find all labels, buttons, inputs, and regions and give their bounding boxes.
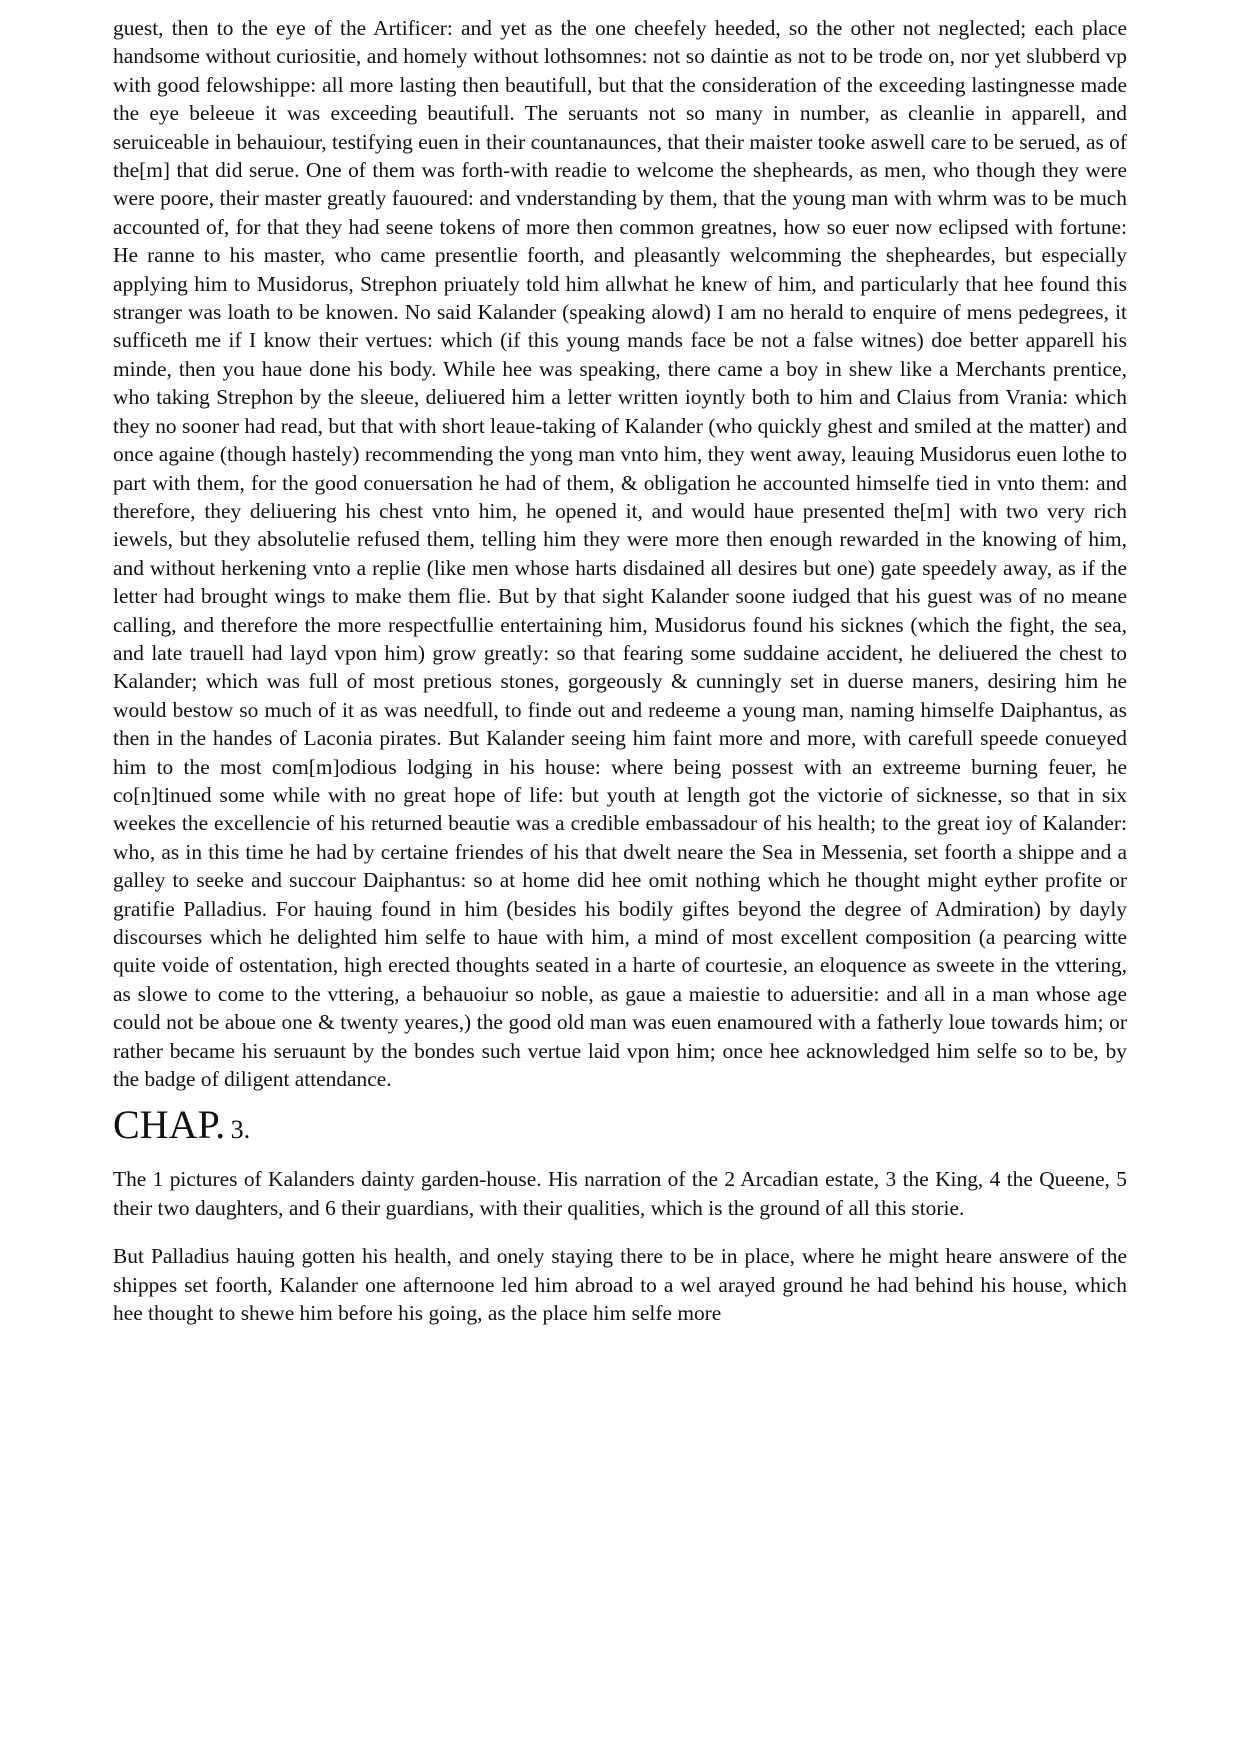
- body-paragraph: guest, then to the eye of the Artificer: and yet as the one cheefely heeded, so the other not neglected; each place handsome without curiositie, and homely without lothsomnes: not so daintie as not to be trode on, nor yet slubberd vp with good felowshippe: all more lasting then beautifull, but that the consideration of the exceeding lastingnesse made the eye beleeue it was exceeding beautifull. The seruants not so many in number, as cleanlie in apparell, and seruiceable in behauiour, testifying euen in their countanaunces, that their maister tooke aswell care to be serued, as of the[m] that did serue. One of them was forth-with readie to welcome the shepheards, as men, who though they were were poore, their master greatly fauoured: and vnderstanding by them, that the young man with whrm was to be much accounted of, for that they had seene tokens of more then common greatnes, how so euer now eclipsed with fortune: He ranne to his master, who came presentlie foorth, and pleasantly welcomming the shepheardes, but especially applying him to Musidorus, Strephon priuately told him allwhat he knew of him, and particularly that hee found this stranger was loath to be knowen. No said Kalander (speaking alowd) I am no herald to enquire of mens pedegrees, it sufficeth me if I know their vertues: which (if this young mands face be not a false witnes) doe better apparell his minde, then you haue done his body. While hee was speaking, there came a boy in shew like a Merchants prentice, who taking Strephon by the sleeue, deliuered him a letter written ioyntly both to him and Claius from Vrania: which they no sooner had read, but that with short leaue-taking of Kalander (who quickly ghest and smiled at the matter) and once againe (though hastely) recommending the yong man vnto him, they went away, leauing Musidorus euen lothe to part with them, for the good conuersation he had of them, & obligation he accounted himselfe tied in vnto them: and therefore, they deliuering his chest vnto him, he opened it, and would haue presented the[m] with two very rich iewels, but they absolutelie refused them, telling him they were more then enough rewarded in the knowing of him, and without herkening vnto a replie (like men whose harts disdained all desires but one) gate speedely away, as if the letter had brought wings to make them flie. But by that sight Kalander soone iudged that his guest was of no meane calling, and therefore the more respectfullie entertaining him, Musidorus found his sicknes (which the fight, the sea, and late trauell had layd vpon him) grow greatly: so that fearing some suddaine accident, he deliuered the chest to Kalander; which was full of most pretious stones, gorgeously & cunningly set in duerse maners, desiring him he would bestow so much of it as was needfull, to finde out and redeeme a young man, naming himselfe Daiphantus, as then in the handes of Laconia pirates. But Kalander seeing him faint more and more, with carefull speede conueyed him to the most com[m]odious lodging in his house: where being possest with an extreeme burning feuer, he co[n]tinued some while with no great hope of life: but youth at length got the victorie of sicknesse, so that in six weekes the excellencie of his returned beautie was a credible embassadour of his health; to the great ioy of Kalander: who, as in this time he had by certaine friendes of his that dwelt neare the Sea in Messenia, set foorth a shippe and a galley to seeke and succour Daiphantus: so at home did hee omit nothing which he thought might eyther profite or gratifie Palladius. For hauing found in him (besides his bodily giftes beyond the degree of Admiration) by dayly discourses which he delighted him selfe to haue with him, a mind of most excellent composition (a pearcing witte quite voide of ostentation, high erected thoughts seated in a harte of courtesie, an eloquence as sweete in the vttering, as slowe to come to the vttering, a behauoiur so noble, as gaue a maiestie to aduersitie: and all in a man whose age could not be aboue one & twenty yeares,) the good old man was euen enamoured with a fatherly loue towards him; or rather became his seruaunt by the bondes such vertue laid vpon him; once hee acknowledged him selfe so to be, by the badge of diligent attendance.: [113, 16, 1127, 1092]
- chapter-heading: [113, 1103, 1127, 1153]
- chapter-number: 3.: [230, 1115, 251, 1145]
- chapter-summary: The 1 pictures of Kalanders dainty garden-house. His narration of the 2 Arcadian estate, 3 the King, 4 the Queene, 5 their two daughters, and 6 their guardians, with their qualities, which is the ground of all this storie.: [113, 1167, 1127, 1220]
- document-page: [113, 14, 1127, 1327]
- chapter-label: CHAP.: [113, 1102, 226, 1148]
- body-paragraph: But Palladius hauing gotten his health, and onely staying there to be in place, where he might heare answere of the shippes set foorth, Kalander one afternoone led him abroad to a wel arayed ground he had behind his house, which hee thought to shewe him before his going, as the place him selfe more: [113, 1244, 1127, 1326]
